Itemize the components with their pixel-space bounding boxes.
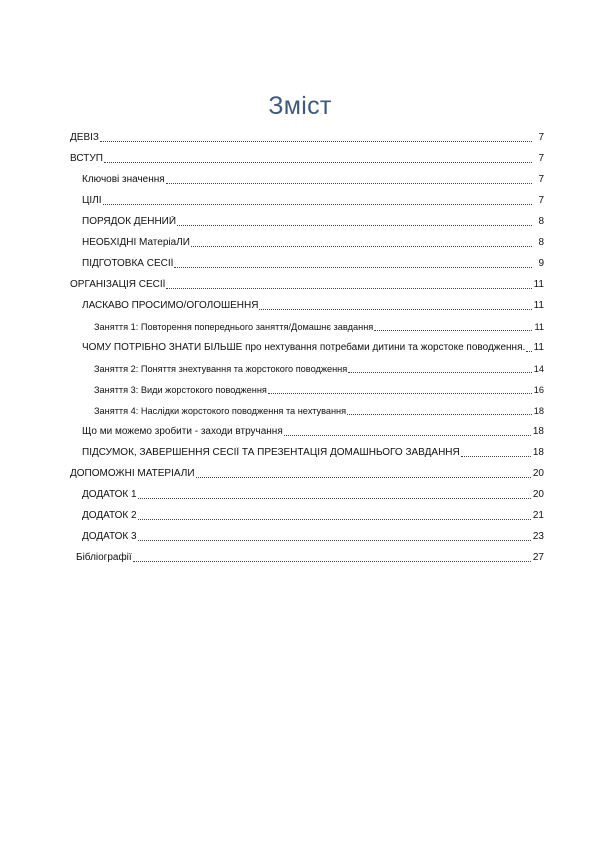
dot-leader xyxy=(138,540,531,541)
toc-entry-appendix-2[interactable] xyxy=(82,508,544,522)
toc-entry-page: 14 xyxy=(533,364,544,374)
toc-entry-label: ДОДАТОК 3 xyxy=(82,531,137,542)
toc-entry-label: Бібліографії xyxy=(76,552,132,563)
toc-entry-lesson-4[interactable] xyxy=(94,403,544,417)
toc-entry-page: 7 xyxy=(538,174,544,185)
dot-leader xyxy=(100,141,532,142)
toc-entry-page: 11 xyxy=(533,279,544,290)
toc-entry-label: Заняття 3: Види жорстокого поводження xyxy=(94,385,267,395)
toc-entry-label: ЛАСКАВО ПРОСИМО/ОГОЛОШЕННЯ xyxy=(82,300,259,311)
toc-entry-page: 8 xyxy=(538,237,544,248)
toc-entry-label: ВСТУП xyxy=(70,153,103,164)
dot-leader xyxy=(104,162,532,163)
dot-leader xyxy=(259,309,531,310)
toc-entry-preparation[interactable] xyxy=(82,256,544,270)
toc-entry-page: 11 xyxy=(533,342,544,353)
toc-entry-bibliography[interactable] xyxy=(76,550,544,564)
toc-entry-label: ДЕВІЗ xyxy=(70,132,99,143)
toc-entry-label: Заняття 4: Наслідки жорстокого поводження та нехтування xyxy=(94,406,347,416)
toc-entry-materials[interactable] xyxy=(82,235,544,249)
dot-leader xyxy=(177,225,532,226)
toc-entry-page: 18 xyxy=(532,426,544,437)
toc-entry-page: 20 xyxy=(532,489,544,500)
dot-leader xyxy=(166,288,531,289)
toc-entry-page: 7 xyxy=(538,153,544,164)
toc-entry-page: 11 xyxy=(533,300,544,311)
toc-entry-support-materials[interactable] xyxy=(70,466,544,480)
toc-entry-label: ПОРЯДОК ДЕННИЙ xyxy=(82,216,177,227)
toc-entry-label: Заняття 1: Повторення попереднього заняття/Домашнє завдання xyxy=(94,322,374,332)
toc-entry-label: ДОДАТОК 1 xyxy=(82,489,137,500)
dot-leader xyxy=(103,204,532,205)
toc-entry-page: 18 xyxy=(532,447,544,458)
toc-entry-deviz[interactable] xyxy=(70,130,544,144)
dot-leader xyxy=(191,246,532,247)
toc-entry-why-know-more[interactable] xyxy=(82,340,544,354)
toc-entry-label: ДОДАТОК 2 xyxy=(82,510,137,521)
toc-entry-welcome[interactable] xyxy=(82,298,544,312)
dot-leader xyxy=(138,498,531,499)
toc-entry-label: НЕОБХІДНІ МатеріаЛИ xyxy=(82,237,190,248)
toc-entry-page: 7 xyxy=(538,195,544,206)
toc-entry-lesson-3[interactable] xyxy=(94,382,544,396)
toc-entry-lesson-1[interactable] xyxy=(94,319,544,333)
toc-entry-page: 21 xyxy=(532,510,544,521)
toc-entry-label: ЦІЛІ xyxy=(82,195,102,206)
dot-leader xyxy=(284,435,531,436)
toc-entry-page: 9 xyxy=(538,258,544,269)
toc-title: Зміст xyxy=(268,92,332,120)
toc-entry-label: Заняття 2: Поняття знехтування та жорстокого поводження xyxy=(94,364,348,374)
toc-entry-key-meanings[interactable] xyxy=(82,172,544,186)
toc-entry-page: 20 xyxy=(532,468,544,479)
toc-entry-page: 8 xyxy=(538,216,544,227)
toc-entry-page: 18 xyxy=(533,406,544,416)
toc-entry-page: 7 xyxy=(538,132,544,143)
toc-entry-label: ДОПОМОЖНІ МАТЕРІАЛИ xyxy=(70,468,195,479)
toc-entry-label: Ключові значення xyxy=(82,174,165,185)
dot-leader xyxy=(138,519,531,520)
toc-entry-agenda[interactable] xyxy=(82,214,544,228)
toc-entry-page: 16 xyxy=(533,385,544,395)
toc-entry-label: ОРГАНІЗАЦІЯ СЕСІЇ xyxy=(70,279,166,290)
toc-entry-interventions[interactable] xyxy=(82,424,544,438)
toc-entry-goals[interactable] xyxy=(82,193,544,207)
dot-leader xyxy=(374,330,532,331)
toc-entry-vstup[interactable] xyxy=(70,151,544,165)
dot-leader xyxy=(268,393,532,394)
toc-entry-label: ПІДГОТОВКА СЕСІЇ xyxy=(82,258,174,269)
toc-entry-summary[interactable] xyxy=(82,445,544,459)
toc-entry-label: Що ми можемо зробити - заходи втручання xyxy=(82,426,283,437)
toc-entry-label: ЧОМУ ПОТРІБНО ЗНАТИ БІЛЬШЕ про нехтування потребами дитини та жорстоке поводження. xyxy=(82,342,526,353)
toc-entry-label: ПІДСУМОК, ЗАВЕРШЕННЯ СЕСІЇ ТА ПРЕЗЕНТАЦІЯ ДОМАШНЬОГО ЗАВДАННЯ xyxy=(82,447,460,458)
toc-entry-page: 27 xyxy=(532,552,544,563)
dot-leader xyxy=(348,372,532,373)
toc-entry-page: 23 xyxy=(532,531,544,542)
toc-entry-lesson-2[interactable] xyxy=(94,361,544,375)
toc-entry-appendix-3[interactable] xyxy=(82,529,544,543)
dot-leader xyxy=(526,351,531,352)
toc-entry-organization[interactable] xyxy=(70,277,544,291)
dot-leader xyxy=(196,477,531,478)
toc-entry-appendix-1[interactable] xyxy=(82,487,544,501)
dot-leader xyxy=(347,414,532,415)
toc-entry-page: 11 xyxy=(534,322,544,332)
dot-leader xyxy=(133,561,531,562)
dot-leader xyxy=(174,267,532,268)
dot-leader xyxy=(166,183,532,184)
dot-leader xyxy=(461,456,531,457)
